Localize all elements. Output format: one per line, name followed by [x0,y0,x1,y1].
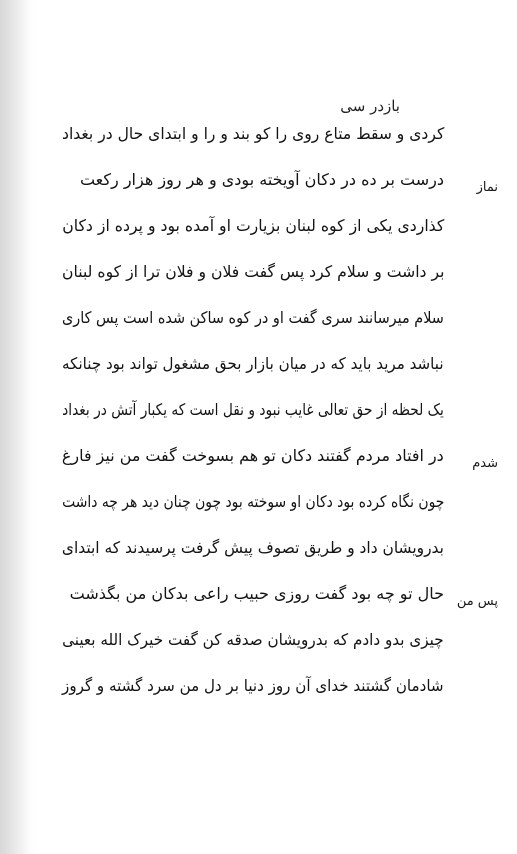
manuscript-line [62,260,444,306]
line-text: شادمان گشتند خدای آن روز دنیا بر دل من سرد گشته و گروز [62,676,444,695]
line-text: کردی و سقط متاع روی را کو بند و را و ابتدای حال در بغداد [61,124,444,143]
manuscript-line [62,582,498,628]
manuscript-line [62,444,498,490]
line-text: بر داشت و سلام کرد پس گفت فلان و فلان ترا از کوه لبنان [61,262,444,281]
line-text: در افتاد مردم گفتند دکان تو هم بسوخت گفت من نیز فارغ [62,446,444,465]
manuscript-line [62,536,444,582]
manuscript-line [62,168,498,214]
manuscript-line [62,628,444,674]
manuscript-line [62,490,444,536]
line-text: چیزی بدو دادم که بدرویشان صدقه کن گفت خیرک الله بعینی [62,630,444,649]
manuscript-line [62,352,444,398]
line-text: کذاردی یکی از کوه لبنان بزیارت او آمده بود و پرده از دکان [61,216,444,235]
line-text: درست بر ده در دکان آویخته بودی و هر روز هزار رکعت [79,170,444,189]
page-gutter-shadow [0,0,30,854]
manuscript-line [62,674,444,720]
line-text: حال تو چه بود گفت روزی حبیب راعی بدکان من بگذشت [69,584,444,603]
marginal-note: نماز [476,180,498,195]
marginal-note: پس من [456,594,498,609]
manuscript-text-block [61,122,498,720]
manuscript-line [62,122,444,168]
header-note: بازدر سی [340,97,400,115]
line-text: نباشد مرید باید که در میان بازار بحق مشغول تواند بود چنانکه [62,354,444,373]
manuscript-line [62,306,444,352]
marginal-note: شدم [472,456,498,471]
manuscript-line [62,398,444,444]
line-text: چون نگاه کرده بود دکان او سوخته بود چون چنان دید هر چه داشت [61,492,444,511]
manuscript-line [62,214,444,260]
line-text: بدرویشان داد و طریق تصوف پیش گرفت پرسیدند که ابتدای [61,538,444,557]
line-text: یک لحظه از حق تعالی غایب نبود و نقل است که یکبار آتش در بغداد [62,400,444,419]
line-text: سلام میرسانند سری گفت او در کوه ساکن شده است پس کاری [62,308,444,327]
